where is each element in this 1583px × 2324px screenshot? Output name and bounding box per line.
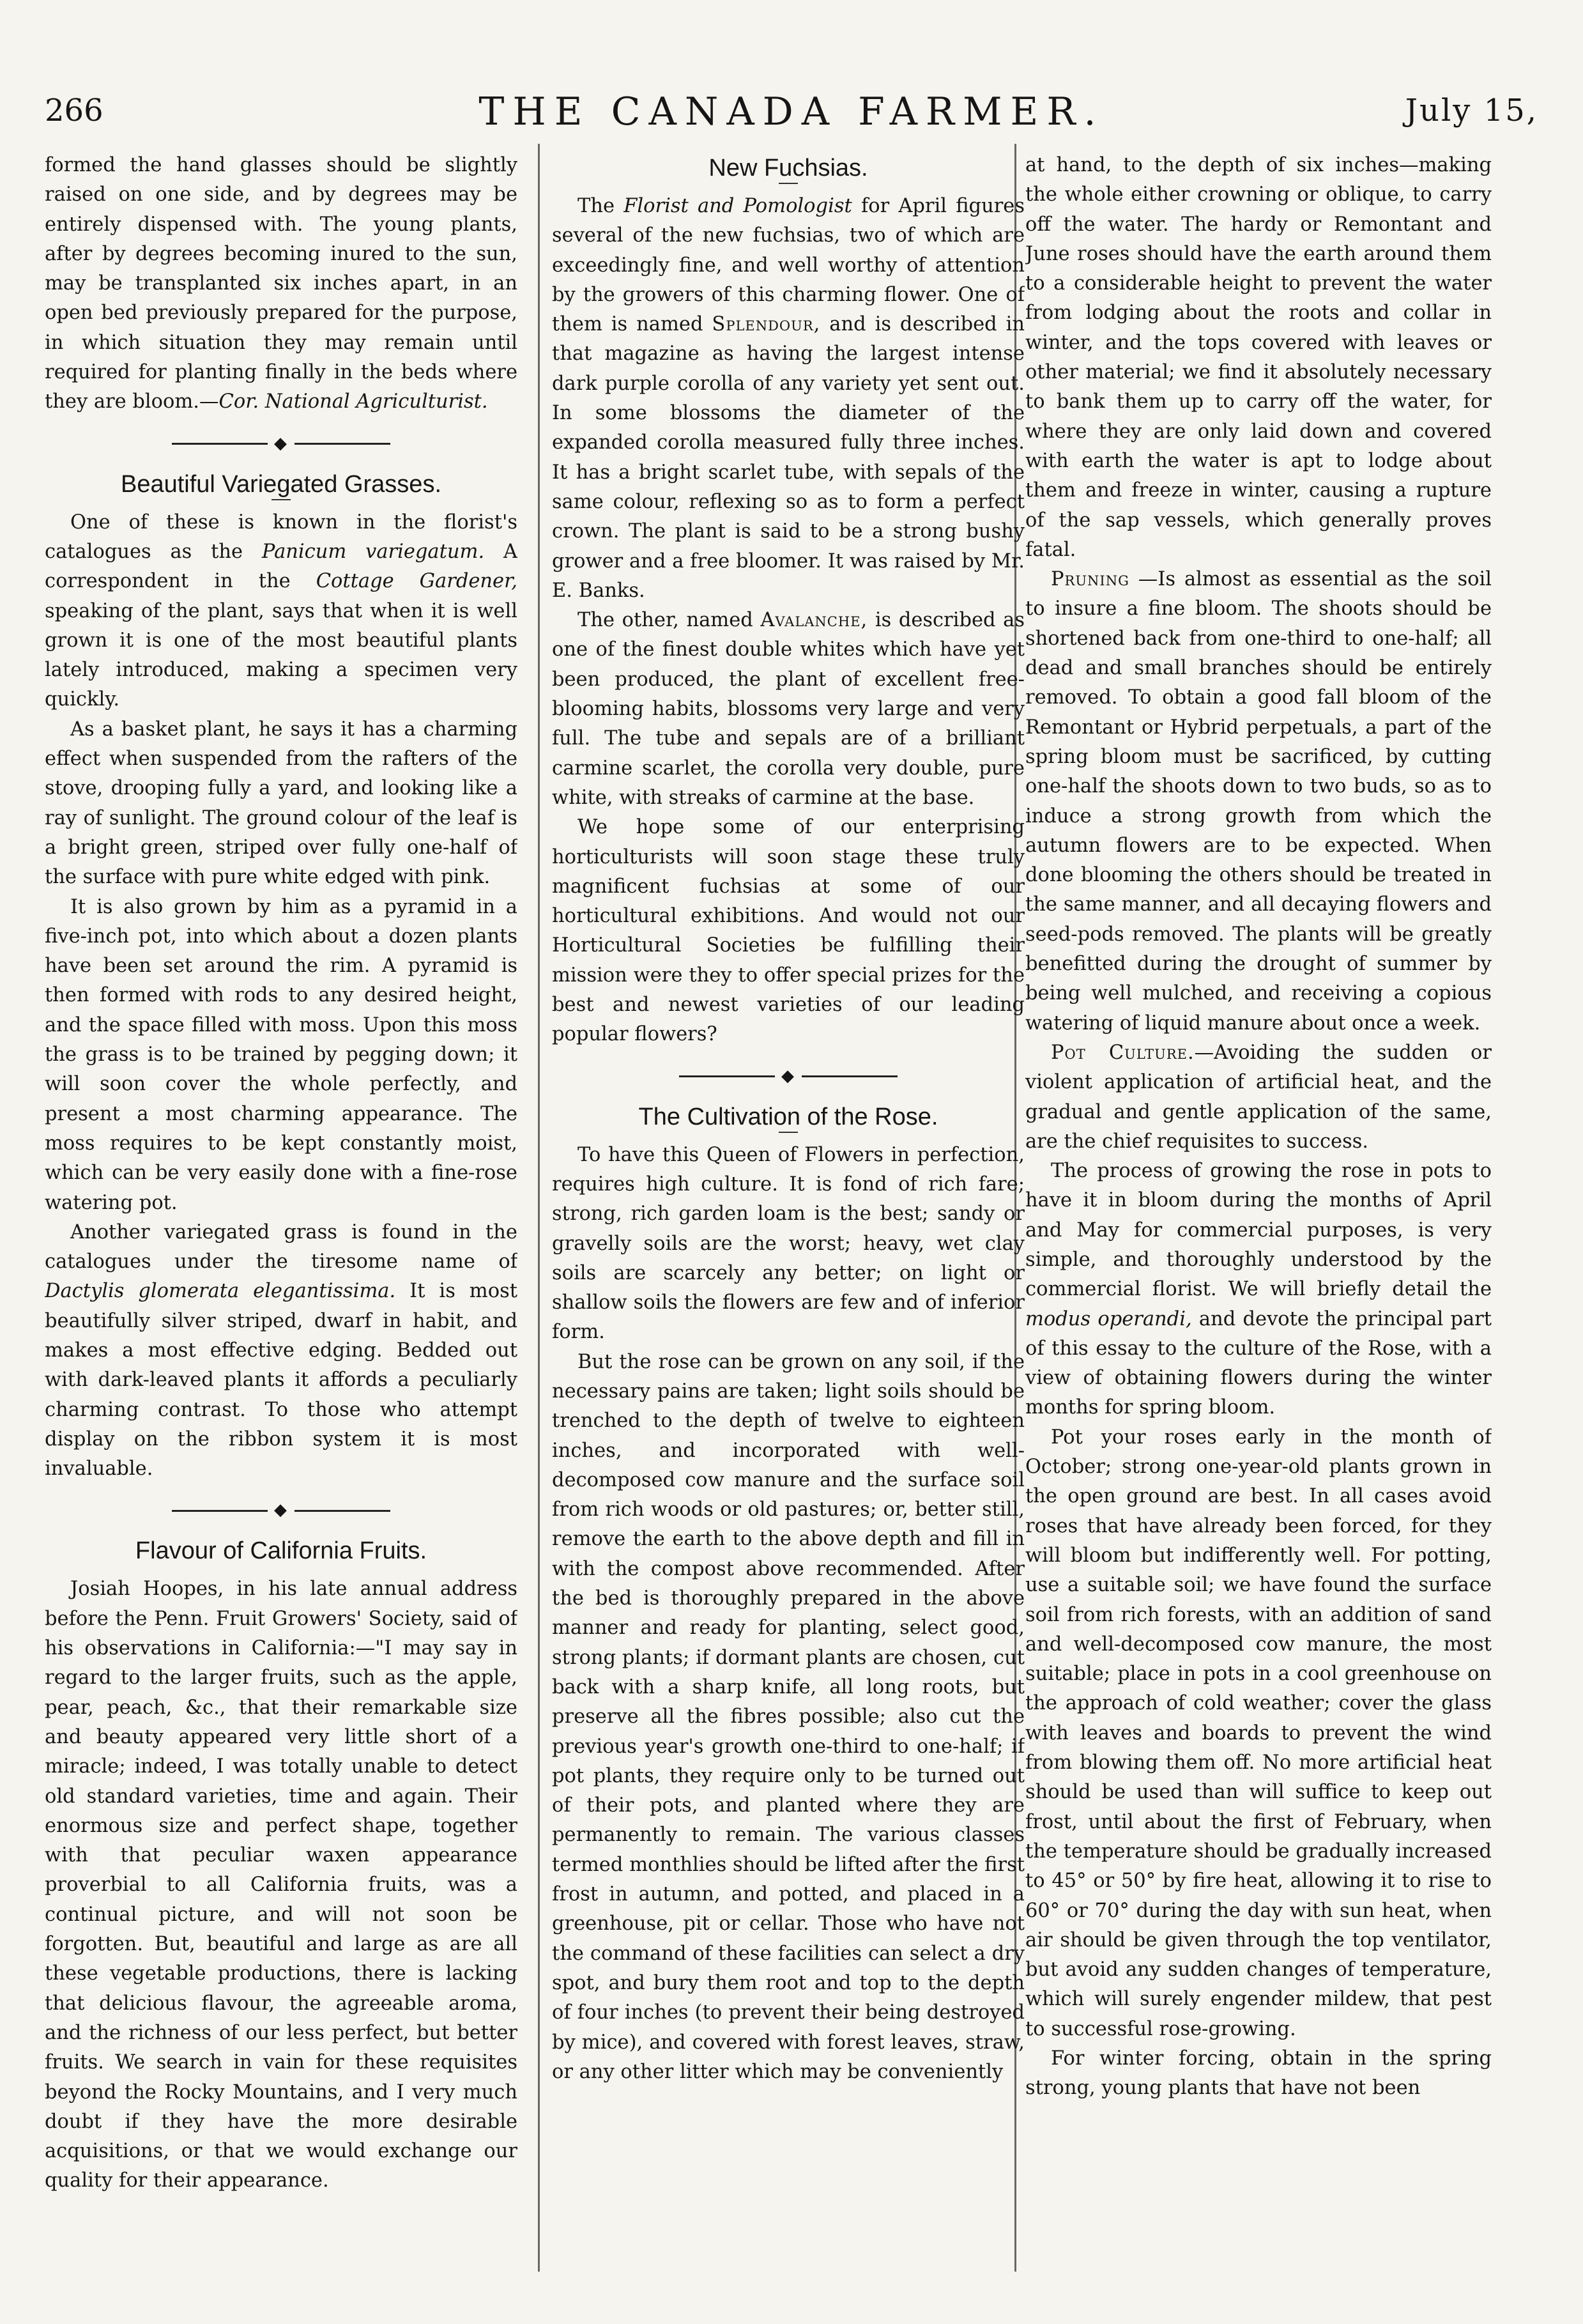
article-heading: The Cultivation of the Rose.	[638, 1103, 938, 1130]
article-paragraph: Another variegated grass is found in the catalogues under the tiresome name of Dactylis glomerata elegantissima. It is most beautifully silver striped, dwarf in habit, and makes a most effective edging. Bedded out with dark-leaved plants it affords a peculiarly charming contrast. To those who attempt display on the ribbon system it is most invaluable.	[45, 1220, 517, 1481]
page-number: 266	[45, 93, 103, 128]
heading-dash	[779, 1132, 798, 1133]
article-heading: Beautiful Variegated Grasses.	[120, 470, 441, 498]
article-paragraph: Josiah Hoopes, in his late annual address before the Penn. Fruit Growers' Society, said of his observations in California:—"I may say in regard to the larger fruits, such as the apple, pear, peach, &c., that their remarkable size and beauty appeared very little short of a miracle; indeed, I was totally unable to detect old standard varieties, time and again. Their enormous size and perfect shape, together with that peculiar waxen appearance proverbial to all California fruits, was a continual picture, and will not soon be forgotten. But, beautiful and large as are all these vegetable productions, there is lacking that delicious flavour, the agreeable aroma, and the richness of our less perfect, but better fruits. We search in vain for these requisites beyond the Rocky Mountains, and I very much doubt if they have the more desirable acquisitions, or that we would exchange our quality for their appearance.	[45, 1578, 517, 2192]
article-paragraph: The process of growing the rose in pots to have it in bloom during the months of April and May for commercial purposes, is very simple, and thoroughly understood by the commercial florist. We will briefly detail the modus operandi, and devote the principal part of this essay to the culture of the Rose, with a view of obtaining flowers during the winter months for spring bloom.	[1025, 1160, 1492, 1419]
article-paragraph: But the rose can be grown on any soil, if the necessary pains are taken; light soils should be trenched to the depth of twelve to eighteen inches, and incorporated with well-decomposed cow manure and the surface soil from rich woods or old pastures; or, better still, remove the earth to the above depth and fill in with the compost above recommended. After the bed is thoroughly prepared in the above manner and ready for planting, select good, strong plants; if dormant plants are chosen, cut back with a sharp knife, all long roots, but preserve all the fibres possible; also cut the previous year's growth one-third to one-half; if pot plants, they require only to be turned out of their pots, and planted where they are permanently to remain. The various classes termed monthlies should be lifted after the first frost in autumn, and potted, and placed in a greenhouse, pit or cellar. Those who have not the command of these facilities can select a dry spot, and bury them root and top to the depth of four inches (to prevent their being destroyed by mice), and covered with forest leaves, straw, or any other litter which may be conveniently	[552, 1350, 1025, 2083]
column-rule	[538, 144, 540, 2272]
article-paragraph: One of these is known in the florist's catalogues as the Panicum variegatum. A correspondent in the Cottage Gardener, speaking of the plant, says that when it is well grown it is one of the most beautiful plants lately introduced, making a specimen very quickly.	[45, 511, 517, 711]
article-paragraph: It is also grown by him as a pyramid in a five-inch pot, into which about a dozen plants have been set around the rim. A pyramid is then formed with rods to any desired height, and the space filled with moss. Upon this moss the grass is to be trained by pegging down; it will soon cover the whole perfectly, and present a most charming appearance. The moss requires to be kept constantly moist, which can be very easily done with a fine-rose watering pot.	[45, 895, 517, 1214]
section-ornament: ◆	[552, 1066, 1025, 1086]
article-paragraph: Pruning —Is almost as essential as the soil to insure a fine bloom. The shoots should be shortened back from one-third to one-half; all dead and small branches should be entirely removed. To obtain a good fall bloom of the Remontant or Hybrid perpetuals, a part of the spring bloom must be sacrificed, by cutting one-half the shoots down to two buds, so as to induce a strong growth from which the autumn flowers are to be expected. When done blooming the others should be treated in the same manner, and all decaying flowers and seed-pods removed. The plants will be greatly benefitted during the drought of summer by being well mulched, and receiving a copious watering of liquid manure about once a week.	[1025, 568, 1492, 1035]
article-paragraph: To have this Queen of Flowers in perfection, requires high culture. It is fond of rich fare; strong, rich garden loam is the best; sandy or gravelly soils are the worst; heavy, wet clay soils are scarcely any better; on light or shallow soils the flowers are few and of inferior form.	[552, 1143, 1025, 1344]
article-heading: Flavour of California Fruits.	[135, 1537, 427, 1565]
article-paragraph: As a basket plant, he says it has a charming effect when suspended from the rafters of the stove, drooping fully a yard, and looking like a ray of sunlight. The ground colour of the leaf is a bright green, striped over fully one-half of the surface with pure white edged with pink.	[45, 718, 517, 889]
article-paragraph: The other, named Avalanche, is described as one of the finest double whites which have yet been produced, the plant of excellent free-blooming habits, blossoms very large and very full. The tube and sepals are of a brilliant carmine scarlet, the corolla very double, pure white, with streaks of carmine at the base.	[552, 609, 1025, 809]
article-paragraph: at hand, to the depth of six inches—making the whole either crowning or oblique, to carry off the water. The hardy or Remontant and June roses should have the earth around them to a considerable height to prevent the water from lodging about the roots and collar in winter, and the tops covered with leaves or other material; we find it absolutely necessary to bank them up to carry off the water, for where they are only laid down and covered with earth the water is apt to lodge about them and freeze in winter, causing a rupture of the sap vessels, which generally proves fatal.	[1025, 154, 1492, 561]
section-ornament: ◆	[45, 434, 517, 453]
article-paragraph: Pot Culture.—Avoiding the sudden or violent application of artificial heat, and the gradual and gentle application of the same, are the chief requisites to success.	[1025, 1041, 1492, 1153]
newspaper-title: THE CANADA FARMER.	[478, 89, 1105, 134]
article-paragraph: Pot your roses early in the month of October; strong one-year-old plants grown in the open ground are best. In all cases avoid roses that have already been forced, for they will bloom but indifferently well. For potting, use a suitable soil; we have found the surface soil from rich forests, with an addition of sand and well-decomposed cow manure, the most suitable; place in pots in a cool greenhouse on the approach of cold weather; cover the glass with leaves and boards to prevent the wind from blowing them off. No more artificial heat should be used than will suffice to keep out frost, until about the first of February, when the temperature should be gradually increased to 45° or 50° by fire heat, allowing it to rise to 60° or 70° during the day with sun heat, when air should be given through the top ventilator, but avoid any sudden changes of temperature, which will surely engender mildew, that pest to successful rose-growing.	[1025, 1426, 1492, 2040]
column-1	[45, 151, 517, 2304]
article-paragraph: The Florist and Pomologist for April figures several of the new fuchsias, two of which are exceedingly fine, and well worthy of attention by the growers of this charming flower. One of them is named Splendour, and is described in that magazine as having the largest intense dark purple corolla of any variety yet sent out. In some blossoms the diameter of the expanded corolla measured fully three inches. It has a bright scarlet tube, with sepals of the same colour, reflexing so as to form a perfect crown. The plant is said to be a strong bushy grower and a free bloomer. It was raised by Mr. E. Banks.	[552, 195, 1025, 602]
article-signature: Cor. National Agriculturist.	[218, 390, 488, 413]
column-2	[552, 151, 1025, 2304]
heading-dash	[271, 499, 291, 500]
issue-date: July 15,	[1405, 93, 1538, 128]
section-ornament: ◆	[45, 1500, 517, 1520]
article-paragraph: formed the hand glasses should be slightly raised on one side, and by degrees may be entirely dispensed with. The young plants, after by degrees becoming inured to the sun, may be transplanted six inches apart, in an open bed previously prepared for the purpose, in which situation they may remain until required for planting finally in the beds where they are bloom.—Cor. National Agriculturist.	[45, 154, 517, 413]
article-paragraph: For winter forcing, obtain in the spring strong, young plants that have not been	[1025, 2047, 1492, 2100]
masthead	[45, 86, 1538, 147]
heading-dash	[779, 183, 798, 184]
article-paragraph: We hope some of our enterprising horticulturists will soon stage these truly magnificent fuchsias at some of our horticultural exhibitions. And would not our Horticultural Societies be fulfilling their mission were they to offer special prizes for the best and newest varieties of our leading popular flowers?	[552, 816, 1025, 1046]
column-3	[1025, 151, 1492, 2304]
article-heading: New Fuchsias.	[708, 155, 868, 181]
